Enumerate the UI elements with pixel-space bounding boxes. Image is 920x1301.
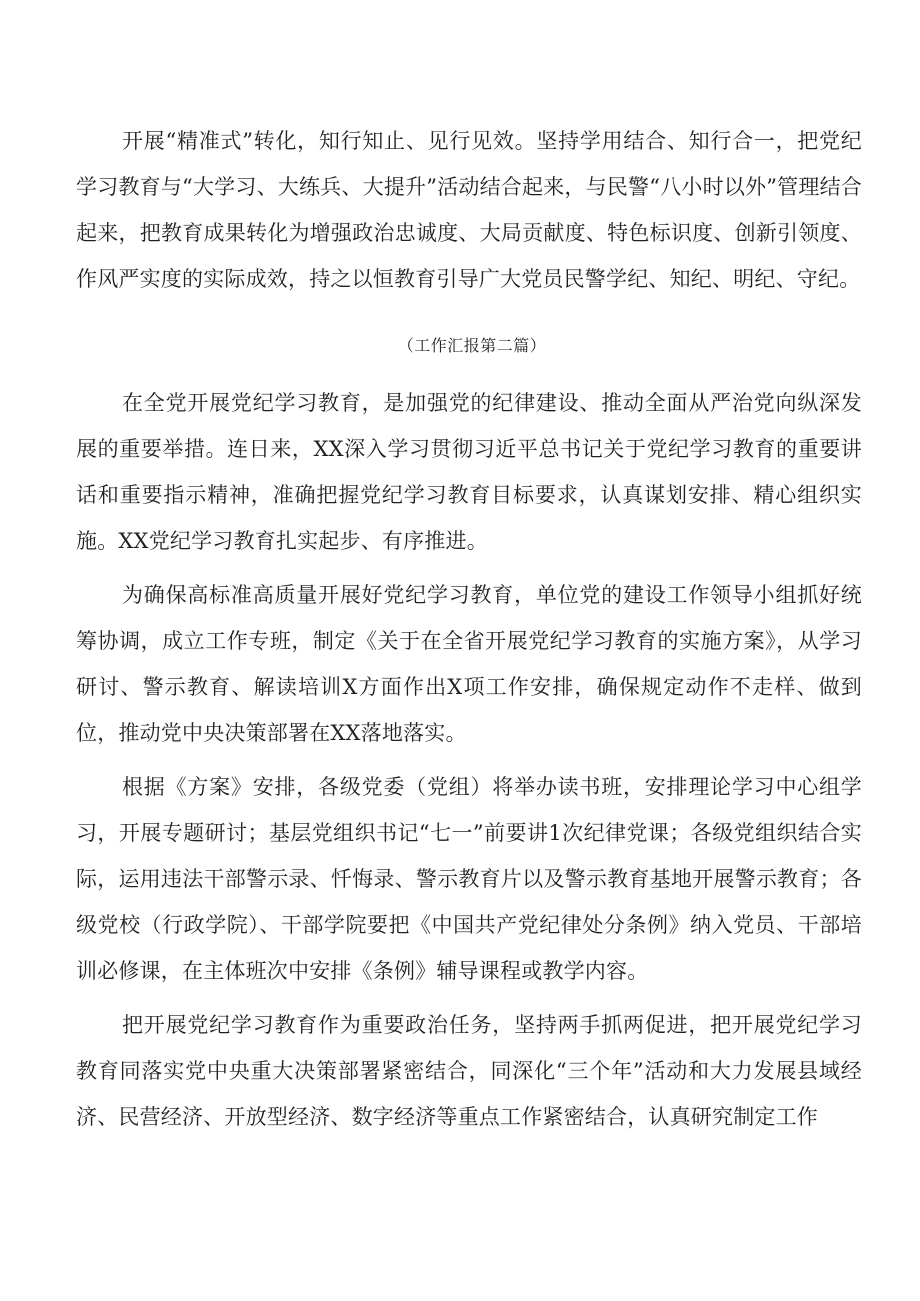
body-paragraph-3: 根据《方案》安排，各级党委（党组）将举办读书班，安排理论学习中心组学习，开展专题研讨；基层党组织书记“七一”前要讲1次纪律党课；各级党组织结合实际，运用违法干部警示录、忏悔录、警示教育片以及警示教育基地开展警示教育；各级党校（行政学院）、干部学院要把《中国共产党纪律处分条例》纳入党员、干部培训必修课，在主体班次中安排《条例》辅导课程或教学内容。: [76, 775, 862, 983]
body-paragraph-1: 在全党开展党纪学习教育，是加强党的纪律建设、推动全面从严治党向纵深发展的重要举措。连日来，XX深入学习贯彻习近平总书记关于党纪学习教育的重要讲话和重要指示精神，准确把握党纪学习教育目标要求，认真谋划安排、精心组织实施。XX党纪学习教育扎实起步、有序推进。: [76, 391, 862, 553]
document-page: [76, 118, 862, 1140]
body-paragraph-4: 把开展党纪学习教育作为重要政治任务，坚持两手抓两促进，把开展党纪学习教育同落实党中央重大决策部署紧密结合，同深化“三个年”活动和大力发展县域经济、民营经济、开放型经济、数字经济等重点工作紧密结合，认真研究制定工作: [76, 1013, 862, 1129]
body-paragraph-2: 为确保高标准高质量开展好党纪学习教育，单位党的建设工作领导小组抓好统筹协调，成立工作专班，制定《关于在全省开展党纪学习教育的实施方案》，从学习研讨、警示教育、解读培训X方面作出X项工作安排，确保规定动作不走样、做到位，推动党中央决策部署在XX落地落实。: [76, 583, 862, 745]
intro-paragraph: 开展“精准式”转化，知行知止、见行见效。坚持学用结合、知行合一，把党纪学习教育与“大学习、大练兵、大提升”活动结合起来，与民警“八小时以外”管理结合起来，把教育成果转化为增强政治忠诚度、大局贡献度、特色标识度、创新引领度、作风严实度的实际成效，持之以恒教育引导广大党员民警学纪、知纪、明纪、守纪。: [76, 129, 862, 291]
section-heading: （工作汇报第二篇）: [397, 336, 547, 355]
